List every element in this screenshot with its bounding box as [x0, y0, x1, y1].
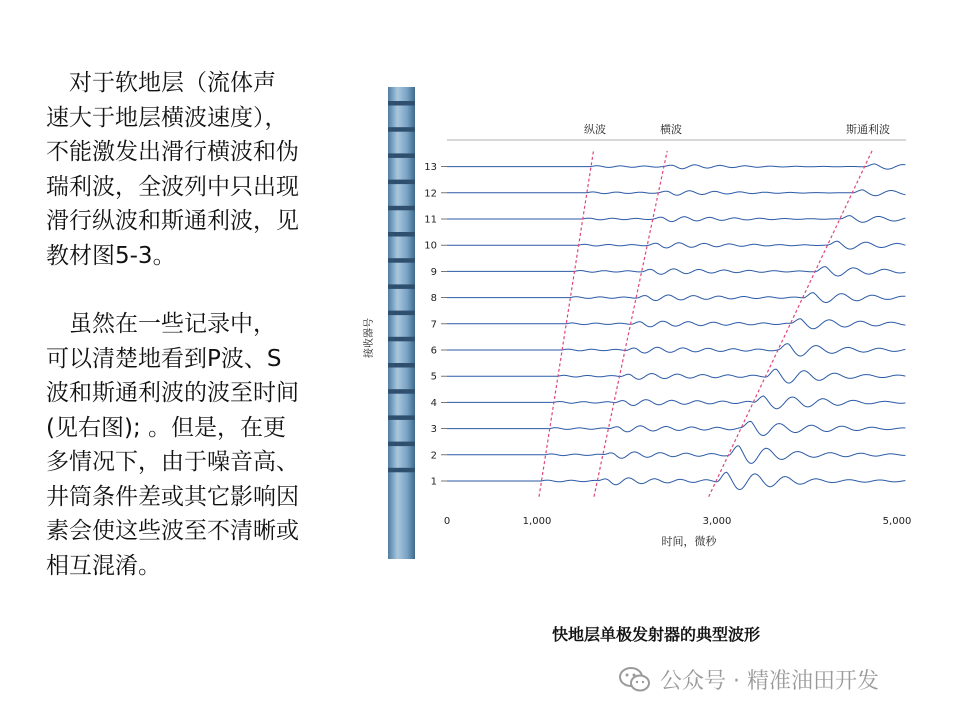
receiver-label: 4: [430, 397, 437, 409]
text-line: 可以清楚地看到P波、S: [46, 345, 282, 372]
tool-band: [388, 258, 415, 263]
waveform-trace: [447, 216, 905, 223]
waveform-trace: [447, 421, 905, 435]
tool-receiver-bands: [388, 101, 415, 472]
waveform-trace: [447, 293, 905, 303]
logging-tool-graphic: [388, 87, 415, 559]
waveform-trace: [447, 164, 905, 169]
text-line: 对于软地层（流体声: [46, 70, 276, 96]
text-line: 井筒条件差或其它影响因: [46, 483, 299, 510]
waveform-trace: [447, 190, 905, 196]
tool-band: [388, 311, 415, 316]
tool-band: [388, 468, 415, 473]
tool-band: [388, 389, 415, 394]
tool-band: [388, 442, 415, 447]
tool-band: [388, 337, 415, 342]
waveform-trace: [447, 369, 905, 383]
x-tick-label: 3,000: [702, 516, 732, 527]
receiver-label: 3: [430, 424, 437, 436]
x-tick-label: 0: [443, 516, 451, 527]
y-axis-label: 接收器号: [364, 318, 375, 358]
s-wave-label: 横波: [660, 123, 682, 136]
waveform-trace: [447, 396, 905, 409]
p-wave-label: 纵波: [584, 123, 606, 136]
waveform-traces: [447, 164, 905, 490]
waveform-trace: [447, 267, 905, 276]
text-line: 滑行纵波和斯通利波，见: [46, 208, 299, 234]
tool-band: [388, 153, 415, 158]
tool-band: [388, 206, 415, 211]
text-line: 多情况下，由于噪音高、: [46, 449, 299, 475]
stoneley-wave-label: 斯通利波: [846, 123, 890, 136]
receiver-label: 8: [430, 293, 437, 305]
receiver-label: 13: [424, 162, 437, 174]
receiver-label: 6: [430, 345, 437, 357]
tool-band: [388, 180, 415, 185]
receiver-label: 5: [430, 371, 437, 383]
waveform-trace: [447, 241, 905, 249]
receiver-label: 10: [424, 240, 437, 252]
wechat-icon: [618, 665, 652, 695]
watermark-text: 公众号 · 精准油田开发: [660, 669, 879, 694]
tool-band: [388, 232, 415, 237]
figure-caption: 快地层单极发射器的典型波形: [552, 625, 761, 644]
x-tick-label: 1,000: [522, 516, 552, 527]
waveform-trace: [447, 446, 905, 464]
text-line: 素会使这些波至不清晰或: [46, 518, 299, 544]
waveform-trace: [447, 472, 905, 489]
text-line: 相互混淆。: [46, 552, 161, 579]
text-line: 不能激发出滑行横波和伪: [46, 139, 299, 165]
receiver-label: 1: [430, 476, 437, 488]
tool-band: [388, 363, 415, 368]
tool-band: [388, 127, 415, 132]
receiver-label: 2: [430, 450, 437, 462]
receiver-label: 7: [430, 319, 437, 331]
tool-band: [388, 101, 415, 106]
watermark: [618, 664, 879, 695]
tool-band: [388, 284, 415, 289]
text-line: 教材图5-3。: [46, 242, 176, 269]
text-line: 波和斯通利波的波至时间: [46, 380, 299, 406]
receiver-labels: [424, 162, 447, 487]
receiver-label: 11: [424, 214, 437, 226]
x-tick-label: 5,000: [882, 516, 912, 527]
receiver-label: 12: [424, 188, 437, 200]
waveform-trace: [447, 344, 905, 356]
text-line: 速大于地层横波速度），: [46, 104, 288, 131]
x-axis-label: 时间，微秒: [661, 535, 717, 548]
text-line: 虽然在一些记录中，: [46, 311, 276, 337]
x-axis-ticks: [444, 516, 912, 527]
tool-band: [388, 415, 415, 420]
text-line: (见右图); 。但是，在更: [46, 414, 287, 441]
waveform-trace: [447, 319, 905, 329]
receiver-label: 9: [430, 266, 437, 278]
text-line: 瑞利波，全波列中只出现: [46, 173, 299, 200]
